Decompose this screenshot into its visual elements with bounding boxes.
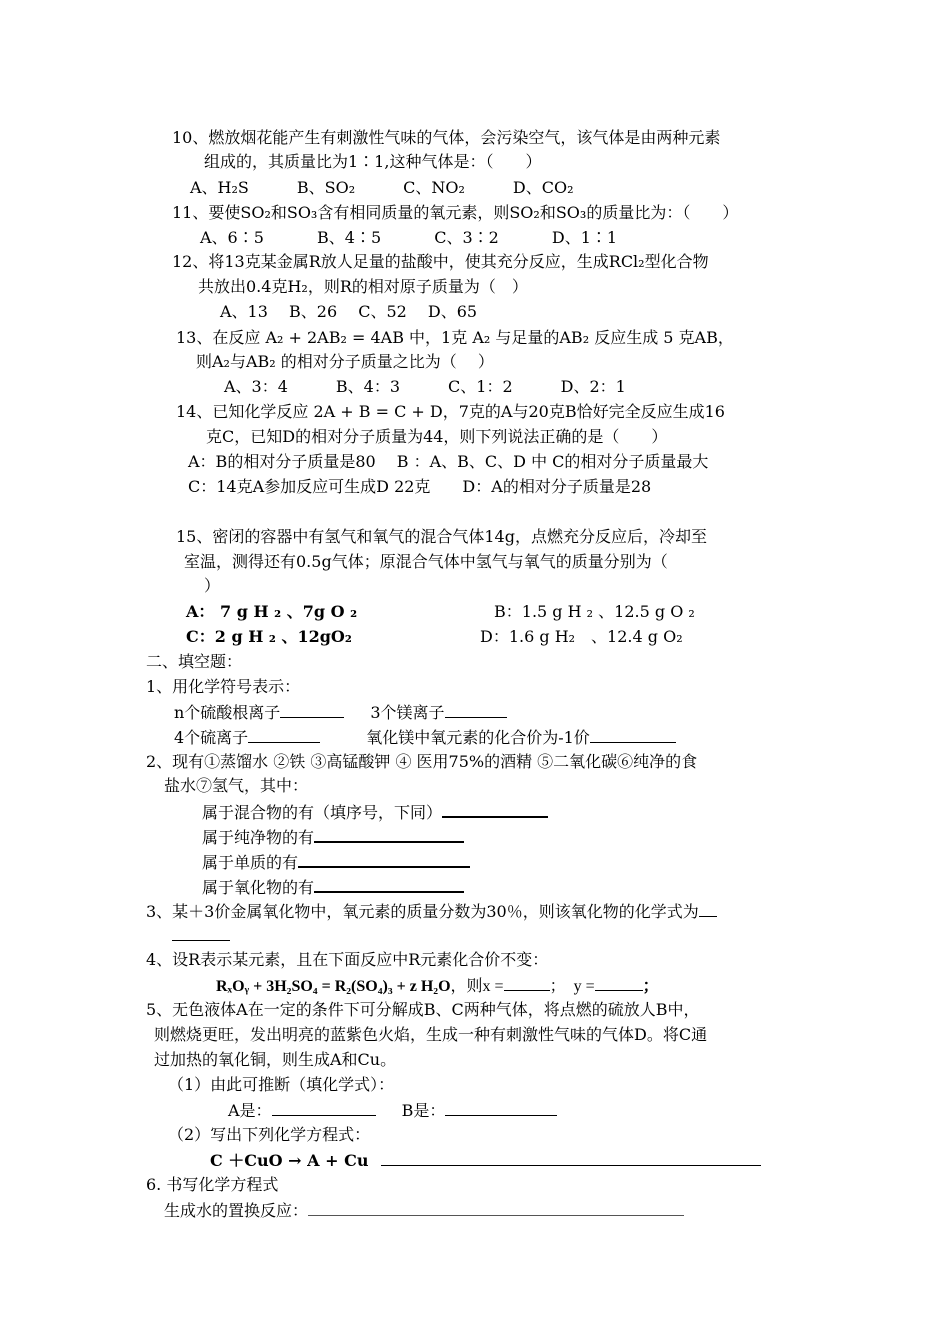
- f6-row-a: [164, 1200, 684, 1221]
- f4-end: ；: [642, 978, 659, 995]
- f5-line3: 过加热的氧化铜，则生成A和Cu。: [154, 1050, 397, 1069]
- f2-a-blank[interactable]: [442, 801, 548, 818]
- f3-cont: [172, 925, 230, 946]
- q15-option-b: B：1.5 g H ₂ 、12.5 g O ₂: [494, 602, 695, 621]
- f3-blank-a[interactable]: [699, 901, 717, 917]
- q15-line3: ）: [204, 576, 221, 595]
- f1-b-blank[interactable]: [445, 702, 507, 718]
- f4-y-blank[interactable]: [595, 975, 643, 991]
- f1-b-label: 3个镁离子: [370, 703, 445, 722]
- f5-b-label: B是：: [401, 1101, 446, 1120]
- f5-line1: 5、无色液体A在一定的条件下可分解成B、C两种气体，将点燃的硫放人B中，: [146, 1000, 700, 1019]
- f5-eq-row: [210, 1150, 761, 1171]
- q15-option-d: D：1.6 g H₂ 、12.4 g O₂: [480, 627, 683, 646]
- f3-blank-b[interactable]: [172, 925, 230, 941]
- f4-y-label: ； y =: [549, 978, 595, 995]
- f5-eq-blank[interactable]: [381, 1150, 761, 1166]
- f1-row1: [174, 702, 507, 723]
- q10-line2: 组成的，其质量比为1∶1,这种气体是：（ ）: [204, 152, 542, 171]
- f2-line2: 盐水⑦氢气，其中：: [164, 776, 309, 795]
- f6-a-label: 生成水的置换反应：: [164, 1201, 309, 1220]
- f2-row-d: [202, 876, 464, 898]
- q12-line2: 共放出0.4克H₂，则R的相对原子质量为（ ）: [198, 277, 528, 296]
- f2-c-label: 属于单质的有: [202, 853, 299, 872]
- q10-line1: 10、燃放烟花能产生有刺激性气味的气体，会污染空气，该气体是由两种元素: [172, 128, 721, 147]
- q13-line1: 13、在反应 A₂ + 2AB₂ = 4AB 中，1克 A₂ 与足量的AB₂ 反应生成 5 克AB，: [176, 328, 734, 347]
- f2-d-label: 属于氧化物的有: [202, 878, 315, 897]
- f4-line1: 4、设R表示某元素，且在下面反应中R元素化合价不变：: [146, 950, 549, 969]
- q10-options: A、H₂S B、SO₂ C、NO₂ D、CO₂: [190, 178, 574, 197]
- f1-c-blank[interactable]: [248, 727, 320, 743]
- q14-line2: 克C，已知D的相对分子质量为44，则下列说法正确的是（ ）: [206, 427, 668, 446]
- f2-b-blank[interactable]: [314, 826, 464, 843]
- q14-line1: 14、已知化学反应 2A + B = C + D，7克的A与20克B恰好完全反应生成16: [176, 402, 725, 421]
- f5-ab-row: [228, 1100, 557, 1121]
- f2-line1: 2、现有①蒸馏水 ②铁 ③高锰酸钾 ④ 医用75%的酒精 ⑤二氧化碳⑥纯净的食: [146, 752, 698, 771]
- q15-line1: 15、密闭的容器中有氢气和氧气的混合气体14g，点燃充分反应后，冷却至: [176, 527, 707, 546]
- f2-row-a: [202, 801, 548, 823]
- q15-option-a: A： 7 g H ₂ 、7g O ₂: [186, 602, 358, 621]
- f5-a-blank[interactable]: [272, 1100, 376, 1116]
- q12-line1: 12、将13克某金属R放人足量的盐酸中，使其充分反应，生成RCl₂型化合物: [172, 252, 709, 271]
- f4-equation-row: [216, 975, 659, 997]
- f2-row-c: [202, 851, 470, 873]
- f5-sub2: （2）写出下列化学方程式：: [168, 1125, 371, 1144]
- q14-option1: A：B的相对分子质量是80 B ：A、B、C、D 中 C的相对分子质量最大: [188, 452, 709, 471]
- f1-a-blank[interactable]: [280, 702, 344, 718]
- f4-x-blank[interactable]: [504, 975, 550, 991]
- q13-line2: 则A₂与AB₂ 的相对分子质量之比为（ ）: [196, 352, 494, 371]
- f2-c-blank[interactable]: [298, 851, 470, 868]
- f2-a-label: 属于混合物的有（填序号，下同）: [202, 803, 443, 822]
- f3-text: 3、某＋3价金属氧化物中，氧元素的质量分数为30％，则该氧化物的化学式为: [146, 902, 699, 921]
- q12-options: A、13 B、26 C、52 D、65: [220, 302, 478, 321]
- f4-x-label: ，则x =: [450, 978, 504, 995]
- q15-option-c: C：2 g H ₂ 、12gO₂: [186, 627, 352, 646]
- f2-d-blank[interactable]: [314, 876, 464, 893]
- f2-b-label: 属于纯净物的有: [202, 828, 315, 847]
- q11-options: A、6∶5 B、4∶5 C、3∶2 D、1∶1: [200, 228, 618, 247]
- f2-row-b: [202, 826, 464, 848]
- f4-equation: RₓOᵧ + 3H₂SO₄ = R₂(SO₄)₃ + z H₂O: [216, 978, 451, 995]
- q15-line2: 室温，测得还有0.5g气体；原混合气体中氢气与氧气的质量分别为（: [184, 552, 668, 571]
- f1-row2: [174, 727, 676, 748]
- f1-c-label: 4个硫离子: [174, 728, 249, 747]
- f1-a-label: n个硫酸根离子: [174, 703, 281, 722]
- section2-title: 二、填空题：: [146, 652, 243, 671]
- f3-line: [146, 901, 717, 922]
- f1-title: 1、用化学符号表示：: [146, 677, 301, 696]
- f5-a-label: A是：: [228, 1101, 272, 1120]
- f5-b-blank[interactable]: [445, 1100, 557, 1116]
- f6-title: 6. 书写化学方程式: [146, 1175, 279, 1194]
- q13-options: A、3：4 B、4：3 C、1：2 D、2：1: [224, 377, 626, 396]
- f1-d-label: 氧化镁中氧元素的化合价为-1价: [366, 728, 590, 747]
- f5-sub1: （1）由此可推断（填化学式）：: [168, 1075, 395, 1094]
- q11-line1: 11、要使SO₂和SO₃含有相同质量的氧元素，则SO₂和SO₃的质量比为：（ ）: [172, 203, 739, 222]
- f6-a-blank[interactable]: [308, 1200, 684, 1216]
- f5-line2: 则燃烧更旺，发出明亮的蓝紫色火焰，生成一种有刺激性气味的气体D。将C通: [154, 1025, 708, 1044]
- f1-d-blank[interactable]: [590, 727, 676, 743]
- q14-option2: C：14克A参加反应可生成D 22克 D：A的相对分子质量是28: [188, 477, 652, 496]
- f5-equation: C ＋CuO → A + Cu: [210, 1151, 369, 1170]
